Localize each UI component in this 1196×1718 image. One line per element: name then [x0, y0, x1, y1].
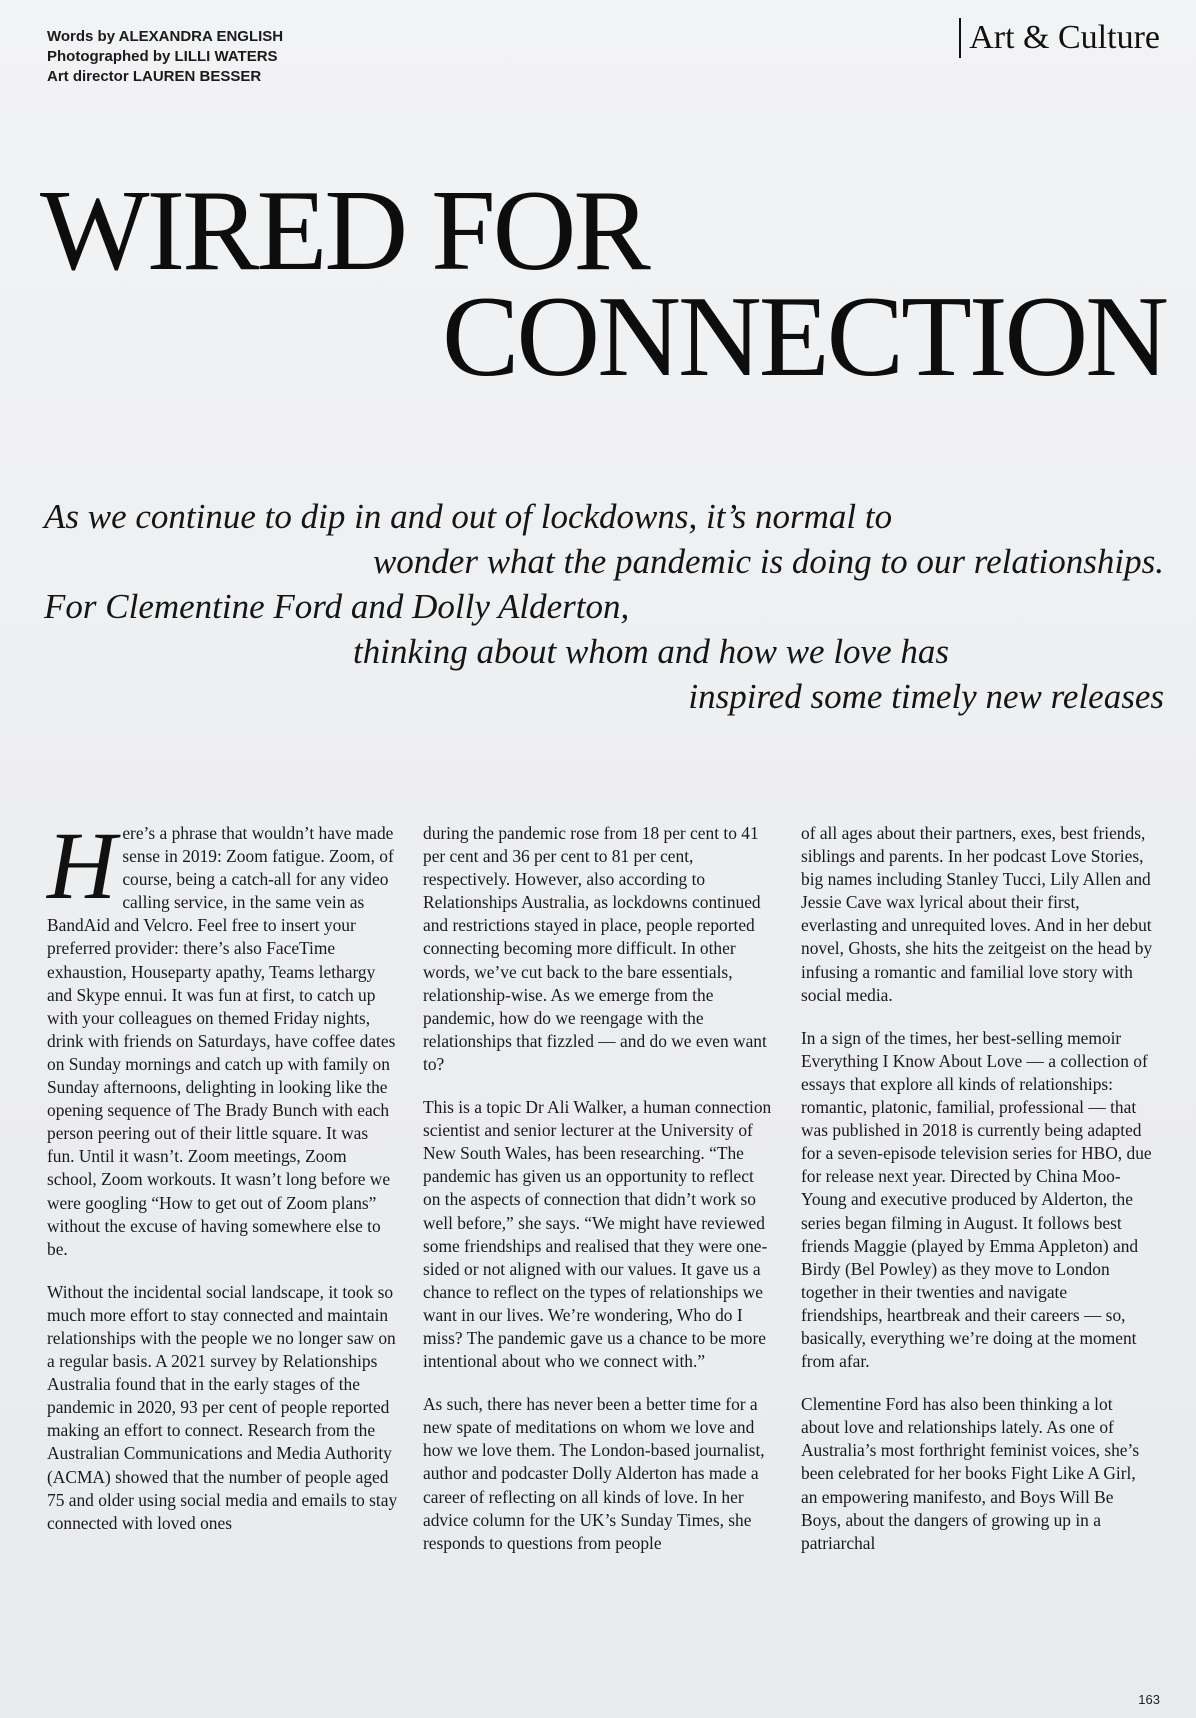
- paragraph-text: ere’s a phrase that wouldn’t have made sense in 2019: Zoom fatigue. Zoom, of course, being a catch-all for any video calling service, in the same vein as BandAid and Velcro. Feel free to insert your preferred provider: there’s also FaceTime exhaustion, Houseparty apathy, Teams lethargy and Skype ennui. It was fun at first, to catch up with your colleagues on themed Friday nights, drink with friends on Saturdays, have coffee dates on Sunday mornings and catch up with family on Sunday afternoons, delighting in looking like the opening sequence of The Brady Bunch with each person peering out of their little square. It was fun. Until it wasn’t. Zoom meetings, Zoom school, Zoom workouts. It wasn’t long before we were googling “How to get out of Zoom plans” without the excuse of having somewhere else to be.: [47, 823, 396, 1259]
- paragraph: In a sign of the times, her best-selling memoir Everything I Know About Love — a collection of essays that explore all kinds of relationships: romantic, platonic, familial, professional — that was published in 2018 is currently being adapted for a seven-episode television series for HBO, due for release next year. Directed by China Moo-Young and executive produced by Alderton, the series began filming in August. It follows best friends Maggie (played by Emma Appleton) and Birdy (Bel Powley) as they move to London together in their twenties and navigate friendships, heartbreak and their careers — so, basically, everything we’re doing at the moment from afar.: [801, 1027, 1152, 1372]
- paragraph: during the pandemic rose from 18 per cent to 41 per cent and 36 per cent to 81 per cent, respectively. However, also according to Relationships Australia, as lockdowns continued and restrictions stayed in place, people reported connecting becoming more difficult. In other words, we’ve cut back to the bare essentials, relationship-wise. As we emerge from the pandemic, how do we reengage with the relationships that fizzled — and do we even want to?: [423, 823, 767, 1074]
- page-number: 163: [1138, 1692, 1160, 1707]
- standfirst-line-5: inspired some timely new releases: [688, 677, 1164, 716]
- standfirst-line-2: wonder what the pandemic is doing to our relationships.: [372, 542, 1164, 581]
- drop-cap: H: [47, 812, 117, 919]
- body-column-1: [47, 812, 399, 1555]
- headline-line-2: CONNECTION: [442, 273, 1166, 401]
- standfirst-line-4: thinking about whom and how we love has: [353, 632, 949, 671]
- paragraph: This is a topic Dr Ali Walker, a human connection scientist and senior lecturer at the University of New South Wales, has been researching. “The pandemic has given us an opportunity to reflect on the aspects of connection that didn’t work so well before,” she says. “We might have reviewed some friendships and realised that they were one-sided or not aligned with our values. It gave us a chance to reflect on the types of relationships we want in our lives. We’re wondering, Who do I miss? The pandemic gave us a chance to be more intentional about who we connect with.”: [423, 1097, 772, 1372]
- credit-photographer: Photographed by LILLI WATERS: [47, 48, 278, 65]
- paragraph: of all ages about their partners, exes, best friends, siblings and parents. In her podcast Love Stories, big names including Stanley Tucci, Lily Allen and Jessie Cave wax lyrical about their first, everlasting and unrequited loves. And in her debut novel, Ghosts, she hits the zeitgeist on the head by infusing a romantic and familial love story with social media.: [801, 823, 1153, 1005]
- credit-words: Words by ALEXANDRA ENGLISH: [47, 28, 284, 45]
- credit-art-director: Art director LAUREN BESSER: [47, 68, 262, 85]
- headline: [40, 167, 1170, 401]
- credits-block: [47, 27, 283, 87]
- standfirst-line-1: As we continue to dip in and out of lockdowns, it’s normal to: [44, 497, 893, 536]
- paragraph: [47, 812, 399, 1261]
- standfirst: [44, 494, 1164, 719]
- paragraph: Without the incidental social landscape, it took so much more effort to stay connected and maintain relationships with the people we no longer saw on a regular basis. A 2021 survey by Relationships Australia found that in the early stages of the pandemic in 2020, 93 per cent of people reported making an effort to connect. Research from the Australian Communications and Media Authority (ACMA) showed that the number of people aged 75 and older using social media and emails to stay connected with loved ones: [47, 1281, 398, 1533]
- paragraph: Clementine Ford has also been thinking a lot about love and relationships lately. As one of Australia’s most forthright feminist voices, she’s been celebrated for her books Fight Like A Girl, an empowering manifesto, and Boys Will Be Boys, about the dangers of growing up in a patriarchal: [801, 1394, 1140, 1553]
- body-column-2: [423, 822, 775, 1575]
- standfirst-line-3: For Clementine Ford and Dolly Alderton,: [44, 587, 630, 626]
- headline-line-1: WIRED FOR: [40, 167, 648, 295]
- body-column-3: [801, 822, 1153, 1575]
- paragraph: As such, there has never been a better time for a new spate of meditations on whom we love and how we love them. The London-based journalist, author and podcaster Dolly Alderton has made a career of reflecting on all kinds of love. In her advice column for the UK’s Sunday Times, she responds to questions from people: [423, 1394, 765, 1553]
- section-label: Art & Culture: [959, 18, 1160, 58]
